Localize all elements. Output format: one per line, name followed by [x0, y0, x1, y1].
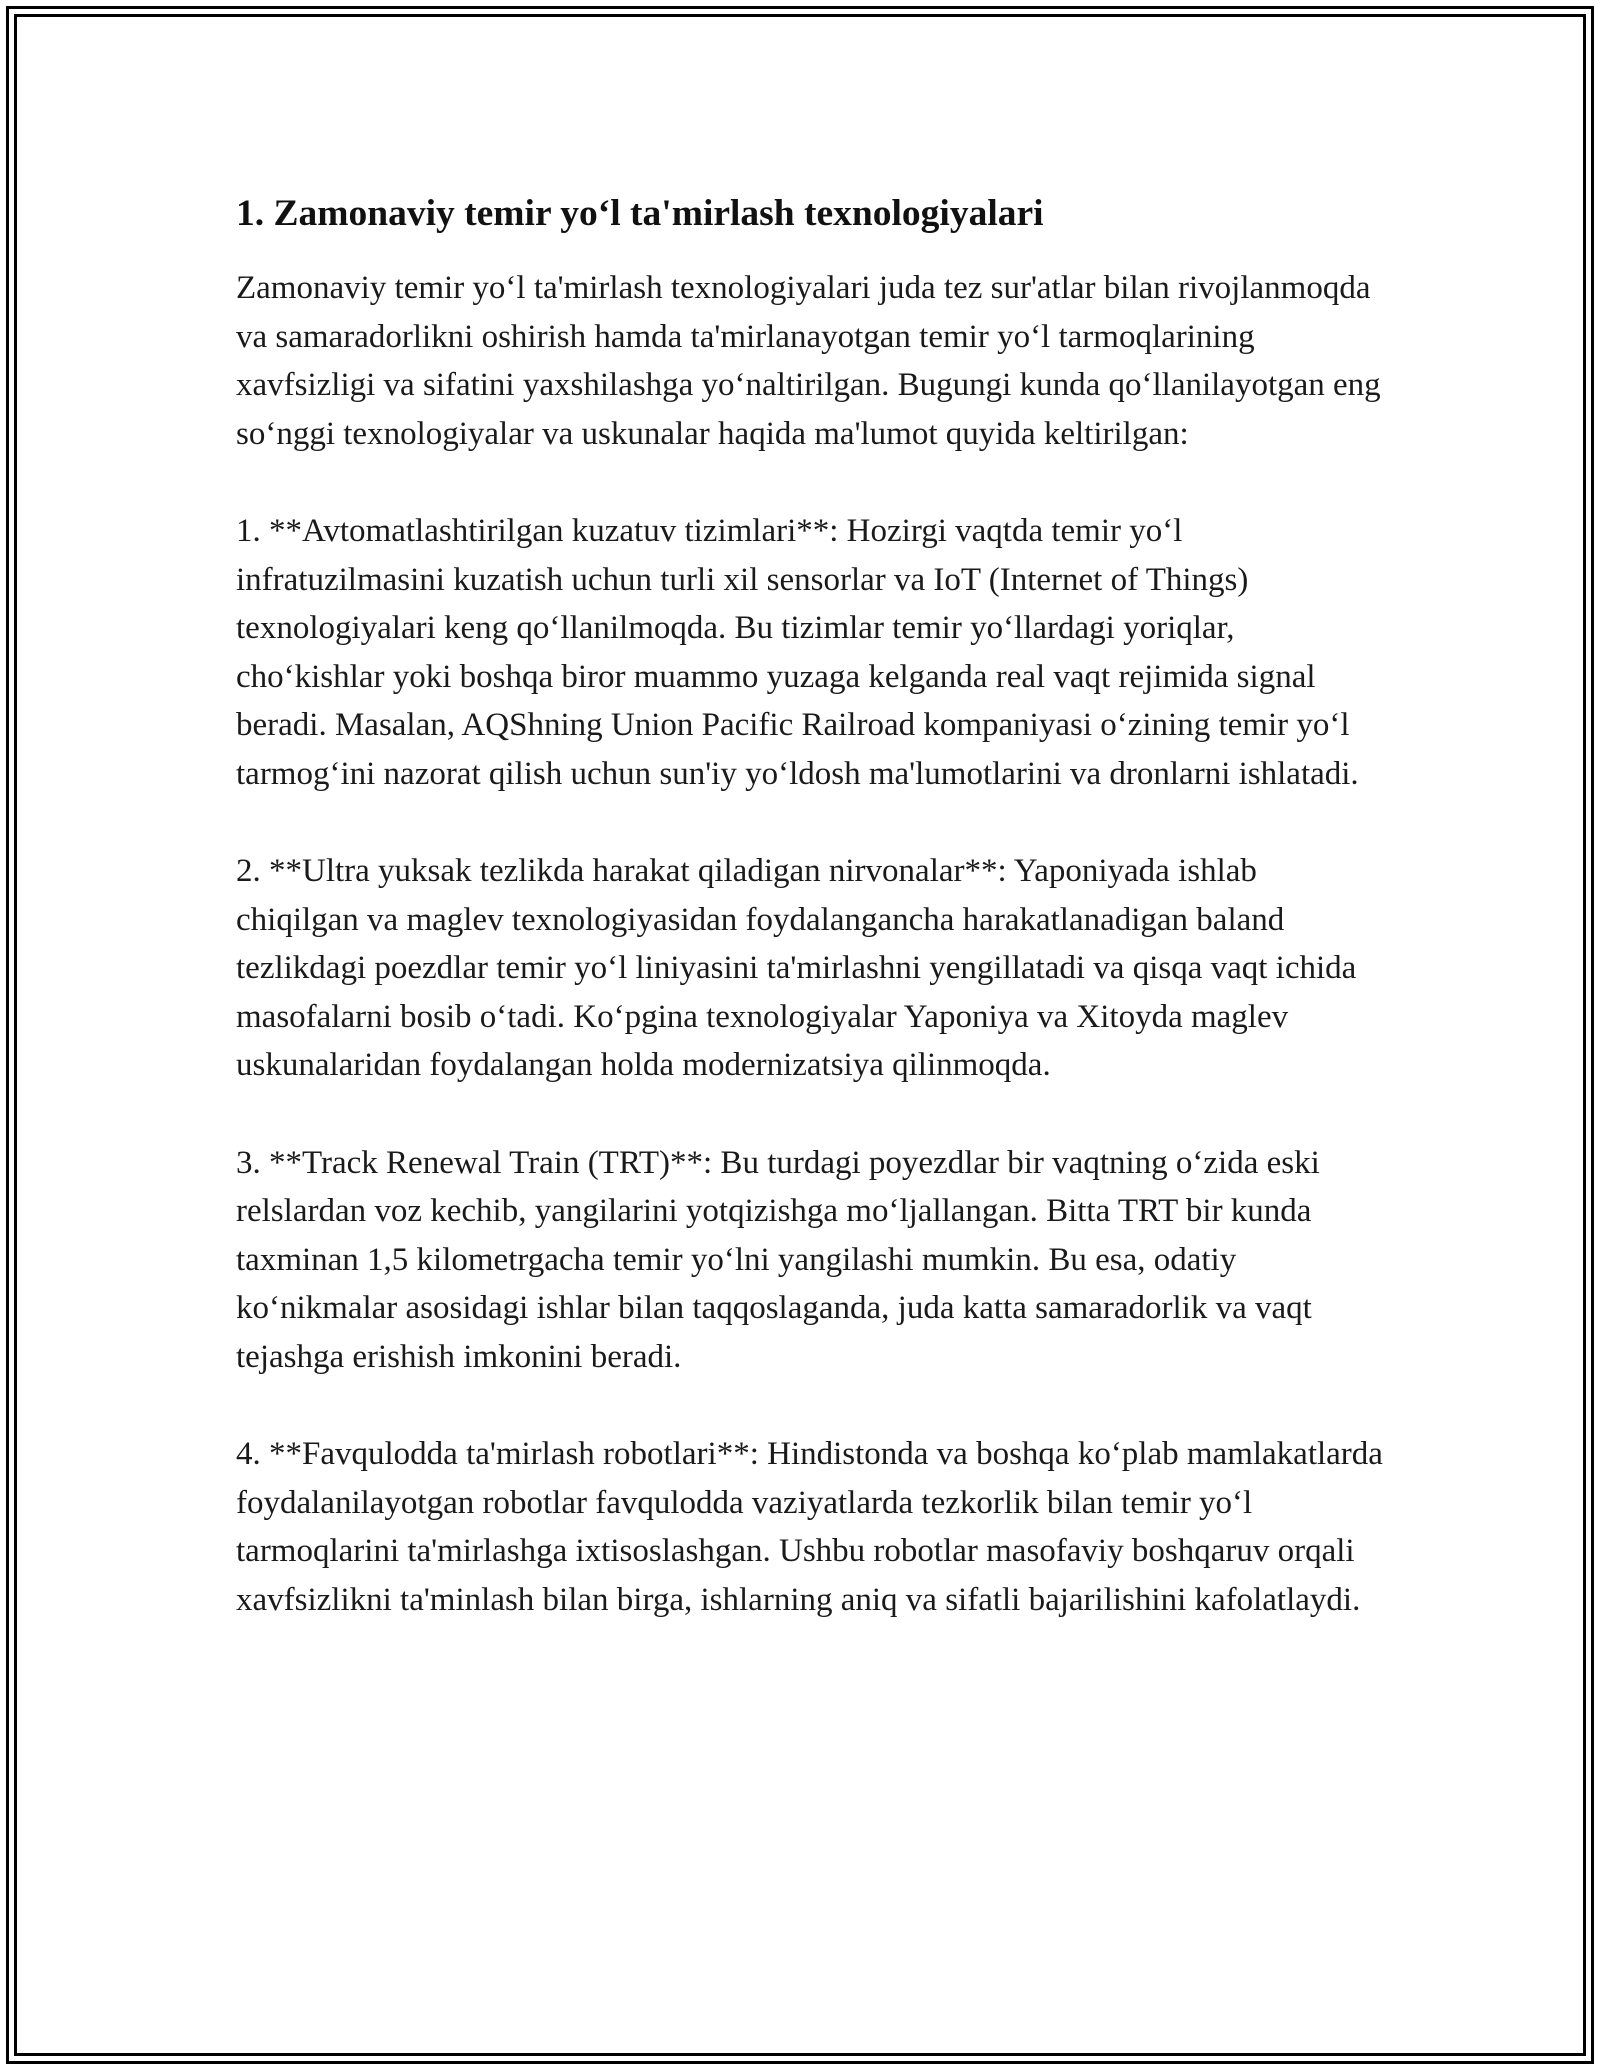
list-item-paragraph: 3. **Track Renewal Train (TRT)**: Bu turdagi poyezdlar bir vaqtning o‘zida eski relslardan voz kechib, yangilarini yotqizishga mo‘ljallangan. Bitta TRT bir kunda taxminan 1,5 kilometrgacha temir yo‘lni yangilashi mumkin. Bu esa, odatiy ko‘nikmalar asosidagi ishlar bilan taqqoslaganda, juda katta samaradorlik va vaqt tejashga erishish imkonini beradi. [236, 1144, 1320, 1375]
intro-paragraph: Zamonaviy temir yo‘l ta'mirlash texnologiyalari juda tez sur'atlar bilan rivojlanmoqda va samaradorlikni oshirish hamda ta'mirlanayotgan temir yo‘l tarmoqlarining xavfsizligi va sifatini yaxshilashga yo‘naltirilgan. Bugungi kunda qo‘llanilayotgan eng so‘nggi texnologiyalar va uskunalar haqida ma'lumot quyida keltirilgan: [236, 270, 1381, 452]
list-item-paragraph: 1. **Avtomatlashtirilgan kuzatuv tizimlari**: Hozirgi vaqtda temir yo‘l infratuzilmasini kuzatish uchun turli xil sensorlar va IoT (Internet of Things) texnologiyalari keng qo‘llanilmoqda. Bu tizimlar temir yo‘llardagi yoriqlar, cho‘kishlar yoki boshqa biror muammo yuzaga kelganda real vaqt rejimida signal beradi. Masalan, AQShning Union Pacific Railroad kompaniyasi o‘zining temir yo‘l tarmog‘ini nazorat qilish uchun sun'iy yo‘ldosh ma'lumotlarini va dronlarni ishlatadi. [236, 513, 1359, 792]
document-body [236, 186, 1386, 1624]
document-heading: 1. Zamonaviy temir yo‘l ta'mirlash texnologiyalari [236, 193, 1044, 234]
list-item-paragraph: 2. **Ultra yuksak tezlikda harakat qiladigan nirvonalar**: Yaponiyada ishlab chiqilgan va maglev texnologiyasidan foydalangancha harakatlanadigan baland tezlikdagi poezdlar temir yo‘l liniyasini ta'mirlashni yengillatadi va qisqa vaqt ichida masofalarni bosib o‘tadi. Ko‘pgina texnologiyalar Yaponiya va Xitoyda maglev uskunalaridan foydalangan holda modernizatsiya qilinmoqda. [236, 853, 1357, 1083]
list-item-paragraph: 4. **Favqulodda ta'mirlash robotlari**: Hindistonda va boshqa ko‘plab mamlakatlarda foydalanilayotgan robotlar favqulodda vaziyatlarda tezkorlik bilan temir yo‘l tarmoqlarini ta'mirlashga ixtisoslashgan. Ushbu robotlar masofaviy boshqaruv orqali xavfsizlikni ta'minlash bilan birga, ishlarning aniq va sifatli bajarilishini kafolatlaydi. [236, 1436, 1383, 1618]
